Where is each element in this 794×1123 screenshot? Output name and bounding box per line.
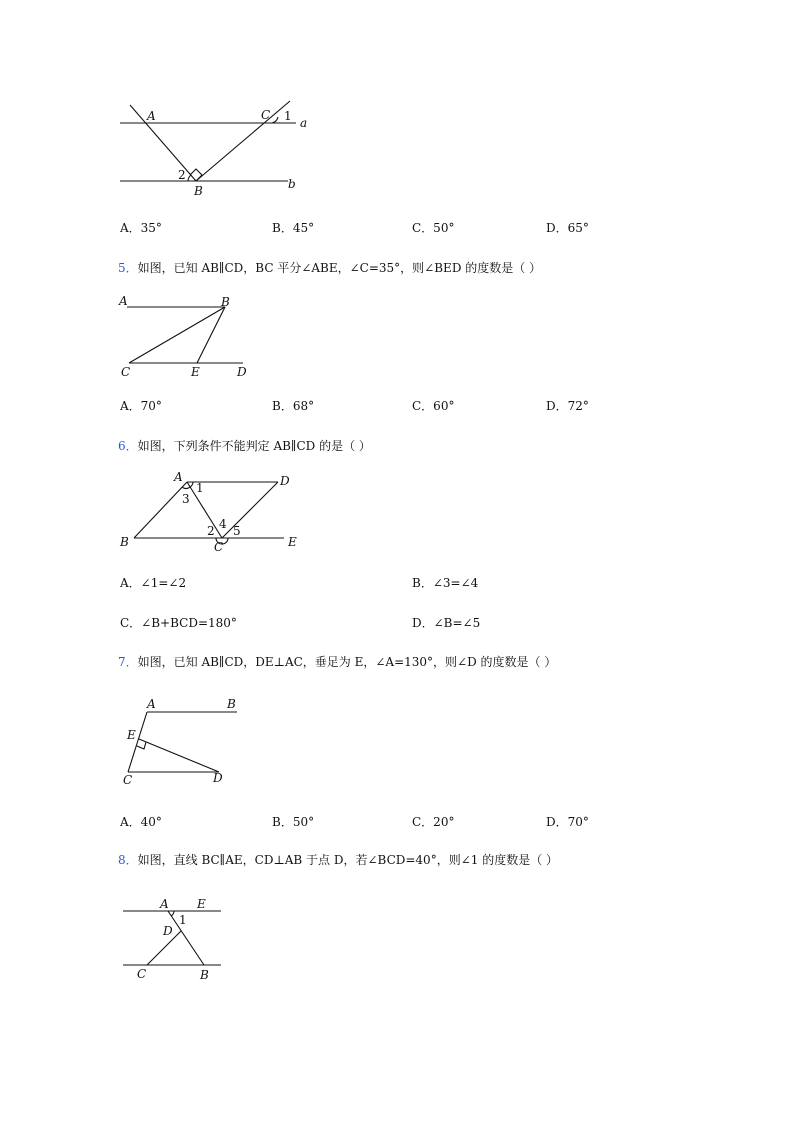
q4-label-C: C — [261, 108, 271, 122]
q7-right-angle-mark — [137, 742, 146, 749]
q5-figure — [115, 290, 265, 385]
q7-option-d[interactable]: D．70° — [546, 815, 589, 829]
q7-stem-text: 如图，已知 AB∥CD，DE⊥AC，垂足为 E，∠A=130°，则∠D 的度数是（ ） — [137, 655, 557, 669]
q7-option-b[interactable]: B．50° — [272, 815, 315, 829]
q5-stem — [118, 260, 541, 276]
q4-label-B: B — [194, 184, 203, 198]
q6-label-A: A — [174, 470, 183, 484]
q4-option-c[interactable]: C．50° — [412, 221, 455, 235]
q6-label-C: C — [214, 540, 224, 554]
q5-stem-text: 如图，已知 AB∥CD，BC 平分∠ABE，∠C=35°，则∠BED 的度数是（ ） — [137, 261, 542, 275]
q6-angle1-arc — [190, 482, 193, 487]
q8-label-C: C — [137, 967, 147, 981]
q6-label-5: 5 — [233, 524, 241, 538]
q6-stem-text: 如图，下列条件不能判定 AB∥CD 的是（ ） — [137, 439, 371, 453]
q7-option-a[interactable]: A．40° — [120, 815, 162, 829]
q6-label-B: B — [120, 535, 129, 549]
q8-stem — [118, 852, 558, 868]
q7-label-E: E — [127, 728, 136, 742]
q6-segment-cd — [222, 482, 278, 538]
q4-option-b[interactable]: B．45° — [272, 221, 315, 235]
q5-label-A: A — [119, 294, 128, 308]
q4-right-angle-mark — [190, 169, 202, 181]
q7-label-A: A — [147, 697, 156, 711]
q4-label-A: A — [147, 109, 156, 123]
q4-segment-bc — [196, 101, 290, 181]
q8-label-1: 1 — [179, 913, 187, 927]
q5-number: 5． — [118, 261, 138, 275]
q6-stem — [118, 438, 371, 454]
q6-label-1: 1 — [196, 481, 204, 495]
q7-label-B: B — [227, 697, 236, 711]
q6-number: 6． — [118, 439, 138, 453]
q7-stem — [118, 654, 556, 670]
q5-option-d[interactable]: D．72° — [546, 399, 589, 413]
q7-label-C: C — [123, 773, 133, 787]
q8-label-E: E — [197, 897, 206, 911]
q6-option-b[interactable]: B．∠3=∠4 — [412, 576, 479, 590]
q8-label-B: B — [200, 968, 209, 982]
q4-option-a[interactable]: A．35° — [120, 221, 162, 235]
q4-label-b: b — [288, 177, 296, 191]
q7-label-D: D — [213, 771, 223, 785]
q5-label-C: C — [121, 365, 131, 379]
q6-option-c[interactable]: C．∠B+BCD=180° — [120, 616, 237, 630]
q8-label-A: A — [160, 897, 169, 911]
q6-option-a[interactable]: A．∠1=∠2 — [120, 576, 187, 590]
q5-option-a[interactable]: A．70° — [120, 399, 162, 413]
q5-label-D: D — [237, 365, 247, 379]
q7-segment-ed — [139, 739, 219, 772]
q6-option-d[interactable]: D．∠B=∠5 — [412, 616, 481, 630]
q4-segment-ab — [130, 105, 196, 181]
q6-label-D: D — [280, 474, 290, 488]
q6-label-2: 2 — [207, 524, 215, 538]
q5-label-B: B — [221, 295, 230, 309]
q4-label-a: a — [300, 116, 308, 130]
q4-label-2: 2 — [178, 168, 186, 182]
q8-stem-text: 如图，直线 BC∥AE，CD⊥AB 于点 D，若∠BCD=40°，则∠1 的度数是（ ） — [137, 853, 559, 867]
q4-label-1: 1 — [284, 109, 292, 123]
q6-label-3: 3 — [182, 492, 190, 506]
q5-label-E: E — [191, 365, 200, 379]
q7-figure — [115, 692, 255, 792]
q6-segment-ac — [187, 482, 222, 538]
q4-angle1-arc — [272, 117, 278, 123]
q5-option-b[interactable]: B．68° — [272, 399, 315, 413]
q8-label-D: D — [163, 924, 173, 938]
q7-segment-ac — [128, 712, 147, 772]
q6-label-4: 4 — [219, 517, 227, 531]
q6-label-E: E — [288, 535, 297, 549]
q6-segment-ab — [134, 482, 187, 538]
q8-figure — [115, 893, 235, 988]
q4-option-d[interactable]: D．65° — [546, 221, 589, 235]
q4-angle2-arc — [188, 175, 191, 181]
q7-number: 7． — [118, 655, 138, 669]
q5-option-c[interactable]: C．60° — [412, 399, 455, 413]
q4-figure — [110, 95, 320, 205]
q8-angle1-arc — [171, 911, 174, 916]
q6-figure — [112, 468, 312, 558]
q6-angle3-arc — [182, 487, 190, 489]
q7-option-c[interactable]: C．20° — [412, 815, 455, 829]
q8-number: 8． — [118, 853, 138, 867]
